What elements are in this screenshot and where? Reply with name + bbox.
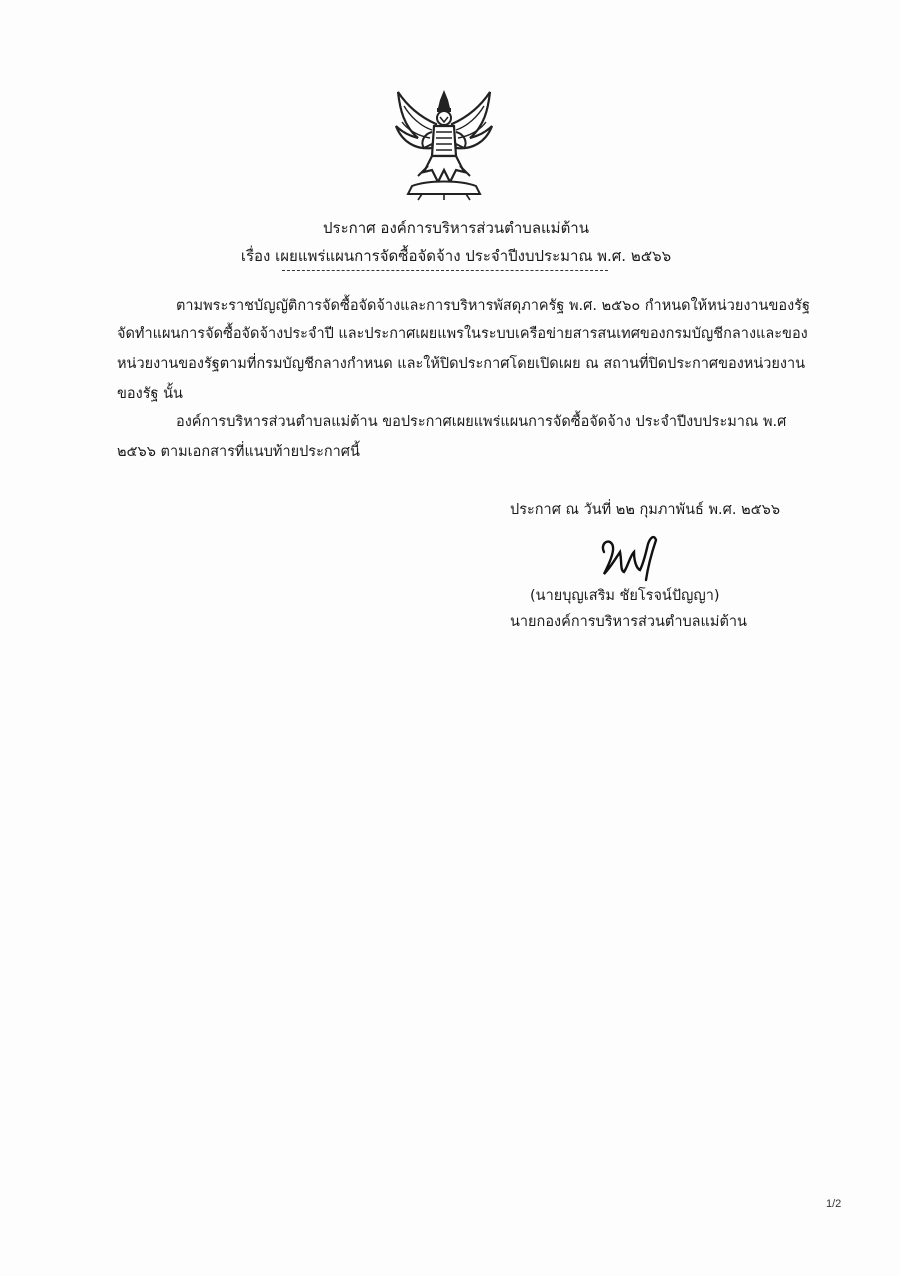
paragraph1-line2: จัดทำแผนการจัดซื้อจัดจ้างประจำปี และประกาศเผยแพรในระบบเครือข่ายสารสนเทศของกรมบัญชีกลางและของ xyxy=(117,326,808,342)
paragraph2-line1: องค์การบริหารส่วนตำบลแม่ต้าน ขอประกาศเผยแพร่แผนการจัดซื้อจัดจ้าง ประจำปีงบประมาณ พ.ศ xyxy=(176,414,787,430)
title-separator xyxy=(282,270,608,271)
page-number: 1/2 xyxy=(826,1198,842,1210)
garuda-emblem-icon xyxy=(388,86,500,202)
signer-name: (นายบุญเสริม ชัยโรจน์ปัญญา) xyxy=(530,588,720,604)
announcement-date: ประกาศ ณ วันที่ ๒๒ กุมภาพันธ์ พ.ศ. ๒๕๖๖ xyxy=(510,502,781,518)
paragraph1-line3: หน่วยงานของรัฐตามที่กรมบัญชีกลางกำหนด และให้ปิดประกาศโดยเปิดเผย ณ สถานที่ปิดประกาศของหน่วยงาน xyxy=(117,356,806,372)
paragraph2-line2: ๒๕๖๖ ตามเอกสารที่แนบท้ายประกาศนี้ xyxy=(117,444,360,460)
paragraph1-line1: ตามพระราชบัญญัติการจัดซื้อจัดจ้างและการบริหารพัสดุภาครัฐ พ.ศ. ๒๕๖๐ กำหนดให้หน่วยงานของรัฐ xyxy=(176,298,810,314)
announcement-subject: เรื่อง เผยแพร่แผนการจัดซื้อจัดจ้าง ประจำปีงบประมาณ พ.ศ. ๒๕๖๖ xyxy=(240,247,672,265)
announcement-title: ประกาศ องค์การบริหารส่วนตำบลแม่ต้าน xyxy=(323,219,589,237)
signature-icon xyxy=(590,522,680,592)
signer-position: นายกองค์การบริหารส่วนตำบลแม่ต้าน xyxy=(510,614,747,630)
paragraph1-line4: ของรัฐ นั้น xyxy=(117,386,183,402)
